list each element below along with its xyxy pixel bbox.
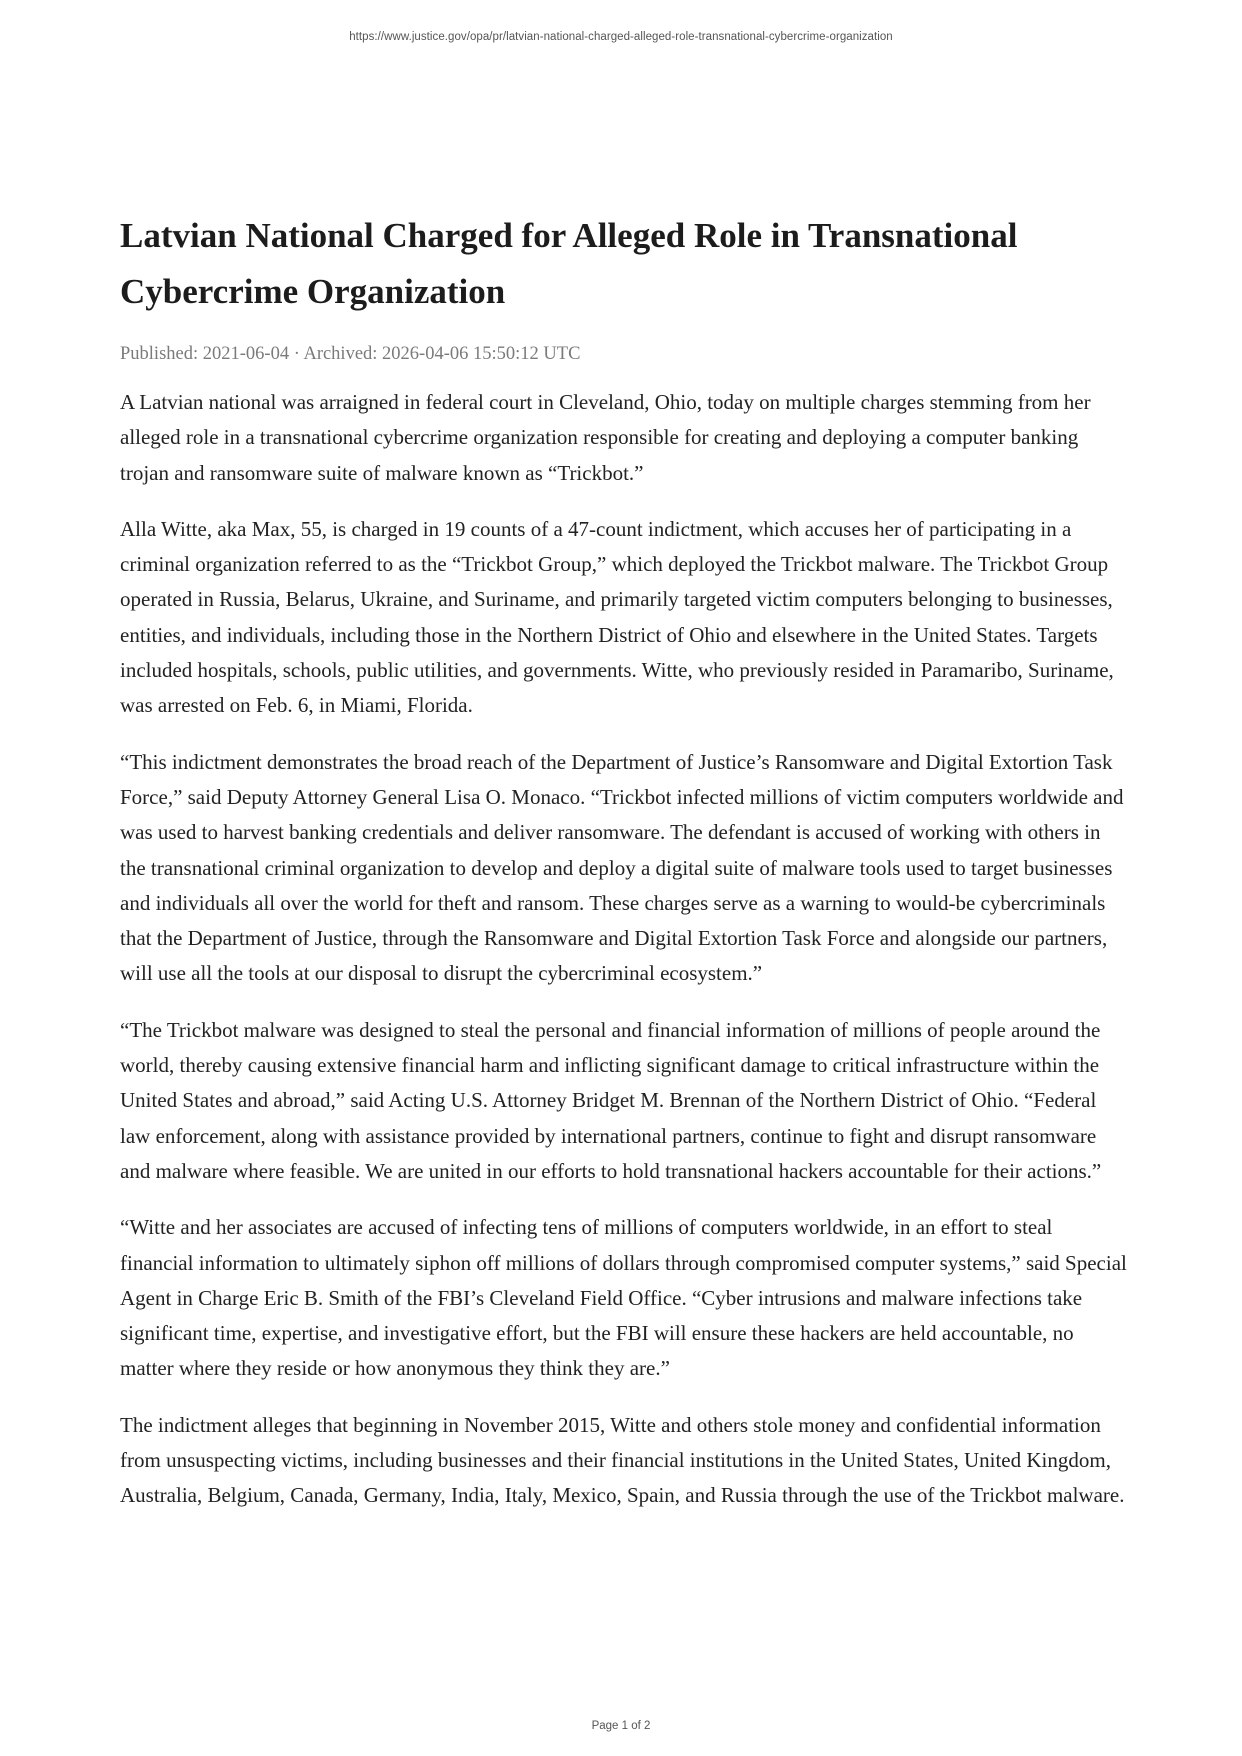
article [120,208,1130,1535]
article-body [120,385,1130,1514]
page-number: Page 1 of 2 [591,1720,651,1732]
paragraph-4: “The Trickbot malware was designed to steal the personal and financial information of millions of people around the world, thereby causing extensive financial harm and inflicting significant damage to critical infrastructure within the United States and abroad,” said Acting U.S. Attorney Bridget M. Brennan of the Northern District of Ohio. “Federal law enforcement, along with assistance provided by international partners, continue to fight and disrupt ransomware and malware where feasible. We are united in our efforts to hold transnational hackers accountable for their actions.” [120,1017,1102,1183]
paragraph-5: “Witte and her associates are accused of infecting tens of millions of computers worldwide, in an effort to steal financial information to ultimately siphon off millions of dollars through compromised computer systems,” said Special Agent in Charge Eric B. Smith of the FBI’s Cleveland Field Office. “Cyber intrusions and malware infections take significant time, expertise, and investigative effort, but the FBI will ensure these hackers are held accountable, no matter where they reside or how anonymous they think they are.” [120,1215,1127,1381]
paragraph-3: “This indictment demonstrates the broad reach of the Department of Justice’s Ransomware and Digital Extortion Task Force,” said Deputy Attorney General Lisa O. Monaco. “Trickbot infected millions of victim computers worldwide and was used to harvest banking credentials and deliver ransomware. The defendant is accused of working with others in the transnational criminal organization to develop and deploy a digital suite of malware tools used to target businesses and individuals all over the world for theft and ransom. These charges serve as a warning to would-be cybercriminals that the Department of Justice, through the Ransomware and Digital Extortion Task Force and alongside our partners, will use all the tools at our disposal to disrupt the cybercriminal ecosystem.” [120,749,1124,986]
article-title: Latvian National Charged for Alleged Role in Transnational Cybercrime Organization [120,216,1018,311]
paragraph-1: A Latvian national was arraigned in federal court in Cleveland, Ohio, today on multiple charges stemming from her alleged role in a transnational cybercrime organization responsible for creating and deploying a computer banking trojan and ransomware suite of malware known as “Trickbot.” [120,390,1091,485]
source-url: https://www.justice.gov/opa/pr/latvian-national-charged-alleged-role-transnational-cybercrime-organization [349,31,893,43]
paragraph-2: Alla Witte, aka Max, 55, is charged in 19 counts of a 47-count indictment, which accuses her of participating in a criminal organization referred to as the “Trickbot Group,” which deployed the Trickbot malware. The Trickbot Group operated in Russia, Belarus, Ukraine, and Suriname, and primarily targeted victim computers belonging to businesses, entities, and individuals, including those in the Northern District of Ohio and elsewhere in the United States. Targets included hospitals, schools, public utilities, and governments. Witte, who previously resided in Paramaribo, Suriname, was arrested on Feb. 6, in Miami, Florida. [120,516,1114,718]
publication-meta: Published: 2021-06-04 · Archived: 2026-04-06 15:50:12 UTC [120,344,581,364]
paragraph-6: The indictment alleges that beginning in November 2015, Witte and others stole money and confidential information from unsuspecting victims, including businesses and their financial institutions in the United States, United Kingdom, Australia, Belgium, Canada, Germany, India, Italy, Mexico, Spain, and Russia through the use of the Trickbot malware. [120,1412,1125,1508]
